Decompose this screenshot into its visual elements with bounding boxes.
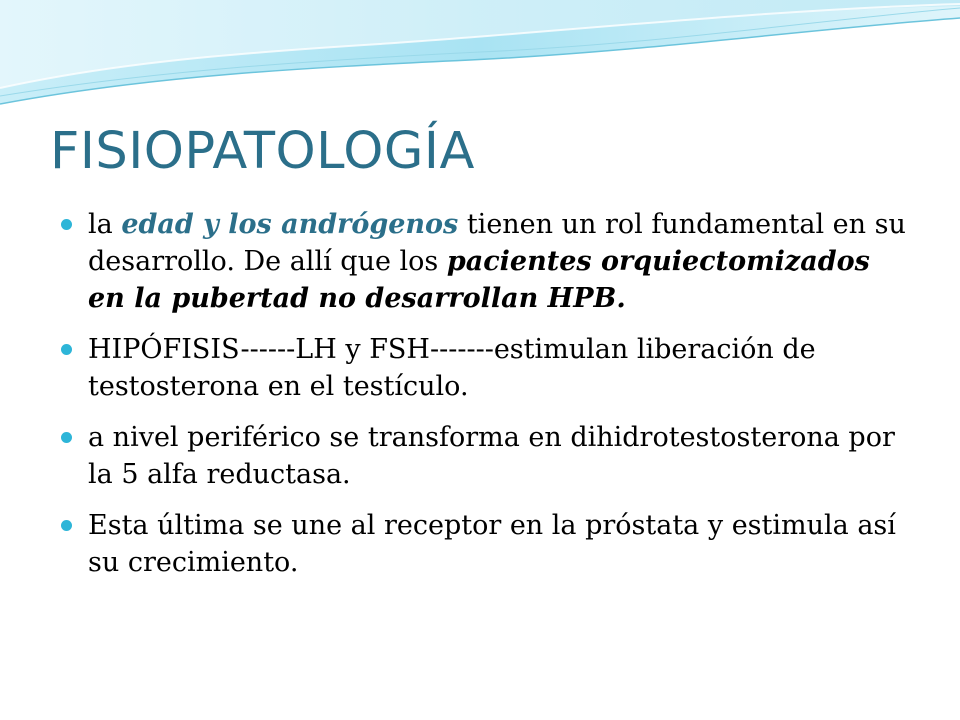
slide-title: FISIOPATOLOGÍA (50, 122, 475, 181)
bullet-dot-icon (61, 219, 72, 230)
bullet-text: a nivel periférico se transforma en dihidrotestosterona por la 5 alfa reductasa. (88, 422, 895, 490)
bullet-dot-icon (61, 520, 72, 531)
bullet-text: HIPÓFISIS------LH y FSH-------estimulan liberación de testosterona en el testículo. (88, 334, 816, 402)
bullet-item (56, 331, 916, 405)
bullet-dot-icon (61, 432, 72, 443)
bullet-text-middle: tienen un rol fundamental en su desarrollo. De allí que los (88, 209, 906, 277)
bullet-text: Esta última se une al receptor en la próstata y estimula así su crecimiento. (88, 510, 896, 578)
bullet-item (56, 507, 916, 581)
header-wave-decoration (0, 0, 960, 120)
bullet-list (56, 206, 916, 595)
bullet-dot-icon (61, 344, 72, 355)
bullet-text-prefix: la (88, 209, 122, 240)
bullet-item (56, 419, 916, 493)
bullet-item (56, 206, 916, 317)
emphasis-orchiectomy: pacientes orquiectomizados en la pubertad no desarrollan HPB. (88, 246, 870, 314)
emphasis-age-androgens: edad y los andrógenos (121, 209, 459, 240)
